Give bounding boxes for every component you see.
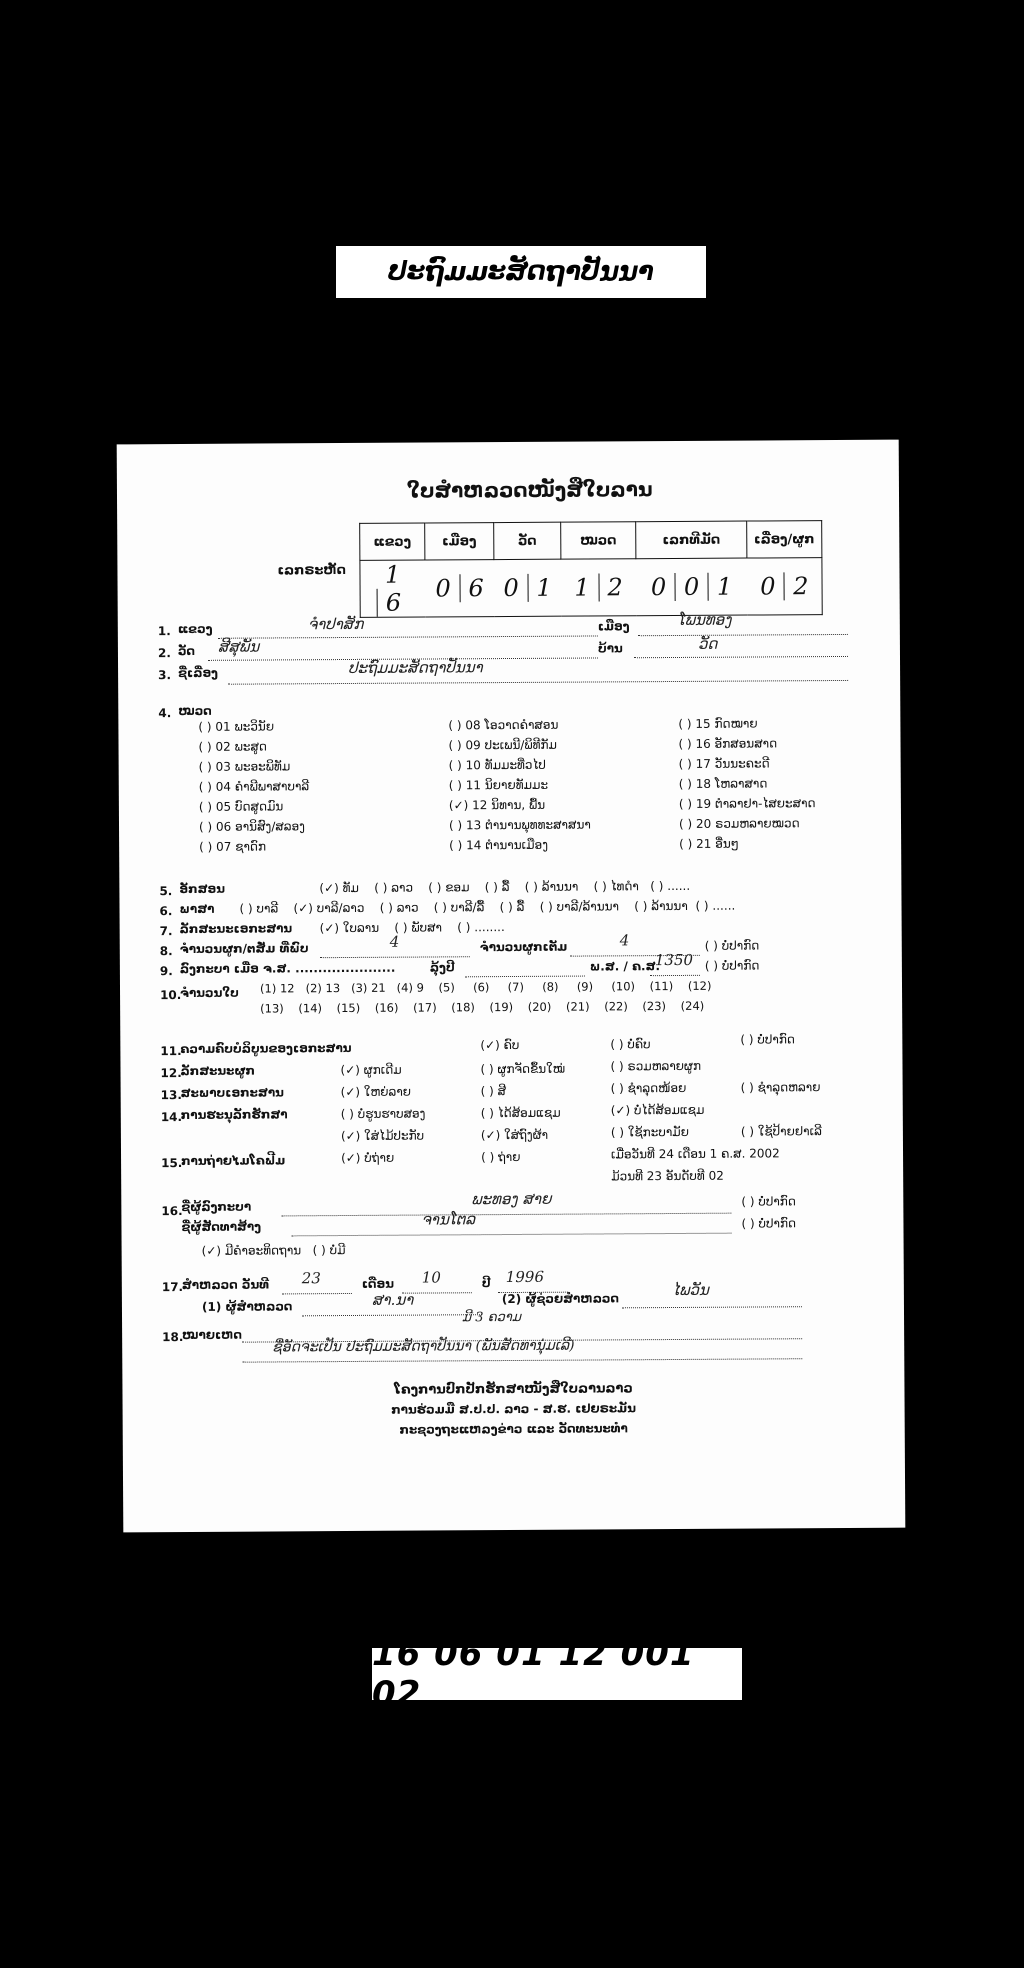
top-title-label: ປະຖົມມະສັດຖາປັນນາ	[336, 246, 706, 298]
dotted-line	[282, 1293, 352, 1294]
village-value: ວັດ	[697, 634, 718, 653]
code-digit: 0	[760, 572, 776, 601]
code-digits-category	[561, 559, 636, 616]
dotted-line	[622, 1306, 802, 1308]
option: ( ) ຊຳລຸດຫລາຍ	[740, 1080, 821, 1095]
code-digit: 0	[674, 573, 707, 601]
category-item: ( ) 11 ນິຍາຍທັມມະ	[448, 777, 549, 793]
field-label-province: ແຂວງ	[177, 621, 213, 637]
sponsor-value: ຈານໂຕລ	[421, 1210, 476, 1229]
field-number: 1.	[157, 624, 171, 639]
option: ( ) ຜູກຈັດຂຶ້ນໃໝ່	[480, 1061, 566, 1077]
category-item: ( ) 14 ຕຳນານເມືອງ	[449, 837, 549, 853]
field-label-fascicle-full: ຈຳນວນຜູກເຕັມ	[479, 939, 568, 955]
field-label-script: ອັກສອນ	[179, 881, 225, 897]
survey-sheet	[117, 440, 906, 1533]
option: ( ) ສີ	[480, 1084, 507, 1099]
option: ( ) ຣວມຫລາຍຜູກ	[610, 1058, 702, 1074]
code-digits-province	[360, 560, 425, 617]
microfilm-roll: ມ້ວນທີ 23 ອັນດັບທີ 02	[611, 1168, 724, 1184]
province-value: ຈຳປາສັກ	[307, 614, 364, 634]
category-item: ( ) 10 ທັມມະທີ່ວໄປ	[448, 757, 546, 773]
scribe-not-shown: ( ) ບໍ່ປາກົດ	[741, 1194, 796, 1209]
option: (✓) ໃສ່ໄມ້ປະກັບ	[340, 1128, 425, 1144]
code-digit: 0	[503, 573, 519, 603]
field-label-fascicle-found: ຈຳນວນຜູກ/ຕສັ່ມ ທີ່ພົບ	[179, 941, 309, 957]
option: (✓) ຄົບ	[480, 1037, 520, 1053]
sheet-title: ໃບສຳຫລວດໜັງສືໃບລານ	[406, 477, 653, 503]
category-item: ( ) 01 ພະວິນັຍ	[198, 719, 275, 734]
code-digit: 1	[574, 573, 590, 602]
story-value: ປະຖົມມະສັດຖາປັນນາ	[347, 658, 483, 677]
code-table	[359, 520, 823, 618]
option: ( ) ຊຳລຸດໜ້ອຍ	[610, 1080, 687, 1096]
survey-year: 1996	[505, 1267, 545, 1287]
category-item: ( ) 20 ຣວມຫລາຍໝວດ	[678, 816, 800, 831]
category-item: ( ) 04 ຄຳພີພາສາບາລີ	[198, 779, 310, 794]
sponsor-not-shown: ( ) ບໍ່ປາກົດ	[741, 1216, 797, 1231]
fascicle-full-value: 4	[619, 931, 630, 950]
field-number: 8.	[159, 944, 173, 959]
code-digit: 1	[527, 574, 560, 602]
option: ( ) ບໍ່ປາກົດ	[740, 1032, 795, 1047]
field-number: 4.	[158, 706, 172, 721]
code-digit: 6	[459, 574, 492, 602]
field-label-village: ບ້ານ	[597, 641, 623, 656]
code-label: ເລກຣະຫັດ	[277, 563, 347, 579]
footer-ministry: ກະຊວງຖະແຫລງຂ່າວ ແລະ ວັດທະນະທຳ	[399, 1421, 628, 1437]
field-label-year-cycle: ລຸ້ງປີ	[429, 960, 455, 975]
field-label-completeness: ຄວາມຄົບບໍລິບູນຂອງເອກະສານ	[180, 1040, 352, 1057]
code-header: ເມືອງ	[425, 523, 494, 560]
dotted-line	[302, 1314, 482, 1316]
dotted-line	[292, 1233, 732, 1237]
option: (✓) ໃສ່ຖົງຜ້າ	[480, 1127, 549, 1143]
code-digit: 2	[784, 572, 817, 600]
assistant-value: ໄພວັນ	[671, 1280, 709, 1300]
code-digits-district	[425, 560, 494, 617]
fascicle-found-value: 4	[389, 932, 400, 951]
field-label-remarks: ໝາຍເຫດ	[182, 1327, 243, 1343]
code-header: ເລກທີມັດ	[636, 521, 747, 559]
category-item: ( ) 06 ອານິສົງ/ສລອງ	[198, 819, 306, 834]
doc-type-options: (✓) ໃບລານ ( ) ພັບສາ ( ) ........	[319, 920, 505, 936]
option: ( ) ບໍ່ຮູນຮາບສອງ	[340, 1106, 426, 1122]
code-digit: 1	[385, 560, 401, 589]
category-item: ( ) 18 ໂຫລາສາດ	[678, 776, 768, 791]
category-item: (✓) 12 ນິທານ, ພື້ນ	[448, 797, 546, 813]
option: (✓) ຜູກເດີມ	[340, 1062, 402, 1078]
footer-cooperation: ການຮ່ວມມື ສ.ປ.ປ. ລາວ - ສ.ຮ. ເຢຍຣະມັນ	[391, 1401, 637, 1417]
field-label-month: ເດືອນ	[361, 1276, 394, 1291]
field-number: 17.	[161, 1280, 184, 1295]
field-number: 14.	[160, 1110, 183, 1125]
category-item: ( ) 05 ບົດສູດມົນ	[198, 799, 284, 814]
field-number: 12.	[160, 1066, 182, 1081]
dotted-line	[634, 656, 848, 658]
survey-day: 23	[301, 1269, 321, 1288]
field-label-surveyor: (1) ຜູ້ສຳຫລວດ	[201, 1299, 293, 1314]
field-label-preservation: ການຮະນຸລັກຮັກສາ	[180, 1107, 288, 1123]
option: ( ) ໄດ້ສ້ອມແຊມ	[480, 1105, 561, 1121]
field-number: 15.	[161, 1156, 183, 1171]
field-label-language: ພາສາ	[179, 901, 215, 917]
option: ( ) ໃຊ້ກະບາມັຍ	[610, 1124, 689, 1140]
field-label-sponsor: ຊື່ຜູ້ສັດທາສ້າງ	[181, 1219, 262, 1235]
era-year-value: 1350	[654, 950, 694, 970]
category-item: ( ) 02 ພະສູດ	[198, 739, 267, 754]
field-number: 11.	[160, 1044, 182, 1059]
field-label-era: ພ.ສ. / ຄ.ສ.	[589, 959, 661, 974]
remarks-value-1: ມີ 3 ຄວາມ	[461, 1309, 522, 1326]
category-item: ( ) 09 ປະເພນີ/ພິທີກັມ	[448, 737, 557, 753]
field-number: 13.	[160, 1088, 182, 1103]
surveyor-value: ສາ.ນາ	[371, 1290, 414, 1309]
dotted-line	[650, 975, 700, 976]
code-digits-temple	[494, 559, 561, 616]
district-value: ໂພນທອງ	[677, 610, 732, 629]
field-label-inscribed: ລົງກະບາ ເມື່ອ ຈ.ສ. ......................	[179, 960, 396, 977]
script-options: (✓) ທັມ ( ) ລາວ ( ) ຂອມ ( ) ລື້ ( ) ລ້ານນາ ( ) ໄທດຳ ( ) ......	[319, 878, 691, 896]
code-digits-bundle	[636, 558, 747, 616]
code-digits-fascicle	[747, 558, 822, 615]
option: ( ) ໃຊ້ປ້າຍຢາເລີ	[740, 1124, 822, 1139]
field-number: 7.	[159, 924, 173, 939]
category-item: ( ) 13 ຕຳນານພຸທທະສາສນາ	[448, 817, 591, 833]
category-item: ( ) 19 ຕຳລາຢາ-ໄສຍະສາດ	[678, 796, 816, 811]
code-digit: 0	[650, 573, 667, 602]
option: ( ) ບໍ່ຄົບ	[610, 1037, 651, 1052]
category-item: ( ) 21 ອື່ນໆ	[679, 836, 739, 851]
field-number: 2.	[157, 646, 171, 661]
leaves-row-2: (13) (14) (15) (16) (17) (18) (19) (20) (21) (22) (23) (24)	[260, 998, 705, 1016]
code-header: ໝວດ	[561, 522, 636, 559]
code-header: ເລື່ອງ/ຜູກ	[747, 521, 822, 558]
field-number: 6.	[159, 904, 173, 919]
code-header: ແຂວງ	[360, 523, 425, 560]
field-label-condition: ສະພາບເອກະສານ	[180, 1085, 284, 1101]
remarks-value-2: ຊື່ອັດຈະເປັນ ປະຖົມມະສັດຖາປັນນາ (ພັນສັດທານຸ່ມເລີ)	[272, 1337, 575, 1356]
category-item: ( ) 16 ອັກສອນສາດ	[678, 736, 778, 751]
category-item: ( ) 08 ໂອວາດຄຳສອນ	[448, 717, 559, 733]
code-digit: 2	[598, 573, 631, 601]
leaves-row-1: (1) 12 (2) 13 (3) 21 (4) 9 (5) (6) (7) (8) (9) (10) (11) (12)	[259, 978, 712, 996]
field-number: 5.	[159, 884, 173, 899]
dotted-line	[218, 635, 598, 638]
field-label-district: ເມືອງ	[597, 619, 630, 634]
code-header: ວັດ	[494, 522, 561, 559]
field-number: 9.	[159, 964, 173, 979]
code-digit: 6	[376, 589, 409, 617]
dotted-line	[638, 634, 848, 636]
category-item: ( ) 17 ວັນນະຄະດີ	[678, 756, 770, 771]
scribe-value: ພະທອງ ສາຍ	[471, 1189, 552, 1209]
field-label-temple: ວັດ	[177, 643, 196, 659]
dotted-line	[281, 1213, 731, 1217]
bottom-code-label: 16 06 01 12 001 02	[372, 1648, 742, 1700]
language-options: ( ) ບາລີ (✓) ບາລີ/ລາວ ( ) ລາວ ( ) ບາລີ/ລື້ ( ) ລື້ ( ) ບາລີ/ລ້ານນາ ( ) ລ້ານນາ ( ) ......	[239, 898, 736, 916]
dotted-line	[465, 976, 585, 978]
category-item: ( ) 03 ພະອະພິທັມ	[198, 759, 291, 774]
fascicle-not-shown: ( ) ບໍ່ປາກົດ	[704, 938, 760, 953]
field-number: 10.	[160, 988, 182, 1003]
category-item: ( ) 15 ກົດໝາຍ	[678, 716, 758, 731]
field-label-scribe: ຊື່ຜູ້ລົງກະບາ	[181, 1199, 252, 1215]
option: (✓) ບໍ່ຖ່າຍ	[341, 1150, 395, 1166]
dotted-line	[228, 680, 848, 685]
dotted-line	[320, 956, 470, 958]
option: (✓) ໃຫຍ່ລາຍ	[340, 1084, 412, 1100]
microfilm-date: ເມື່ອວັນທີ 24 ເດືອນ 1 ຄ.ສ. 2002	[610, 1146, 780, 1162]
category-item: ( ) 07 ຊາດົກ	[199, 839, 267, 854]
field-number: 16.	[161, 1204, 183, 1219]
field-label-doc-type: ລັກສະນະເອກະສານ	[179, 921, 293, 937]
option: (✓) ບໍ່ໄດ້ສ້ອມແຊມ	[610, 1102, 705, 1118]
footer-project: ໂຄງການປົກປັກຮັກສາໜັງສືໃບລານລາວ	[394, 1381, 633, 1398]
field-label-year: ປີ	[481, 1276, 491, 1291]
field-label-assistant: (2) ຜູ້ຊ່ວຍສຳຫລວດ	[501, 1291, 619, 1307]
field-label-story: ຊື່ເລື່ອງ	[178, 665, 218, 681]
survey-month: 10	[421, 1268, 441, 1287]
temple-value: ສີສຸພັນ	[217, 637, 260, 656]
field-label-survey-date: ສຳຫລວດ ວັນທີ	[181, 1277, 270, 1293]
code-digit: 1	[707, 573, 740, 601]
dotted-line	[242, 1358, 802, 1362]
field-label-microfilm: ການຖ່າຍໄມໂຄຟີມ	[181, 1153, 286, 1169]
field-number: 3.	[158, 668, 172, 683]
dedication-options: (✓) ມີຄຳອະທິດຖານ ( ) ບໍ່ມີ	[201, 1243, 346, 1258]
code-digit: 0	[435, 574, 451, 603]
field-label-leaves: ຈຳນວນໃບ	[179, 985, 239, 1001]
field-label-bundle-type: ລັກສະນະຜູກ	[180, 1063, 256, 1079]
option: ( ) ຖ່າຍ	[481, 1149, 521, 1165]
field-number: 18.	[162, 1330, 184, 1345]
field-label-category: ໝວດ	[178, 703, 212, 719]
era-not-shown: ( ) ບໍ່ປາກົດ	[704, 958, 760, 973]
